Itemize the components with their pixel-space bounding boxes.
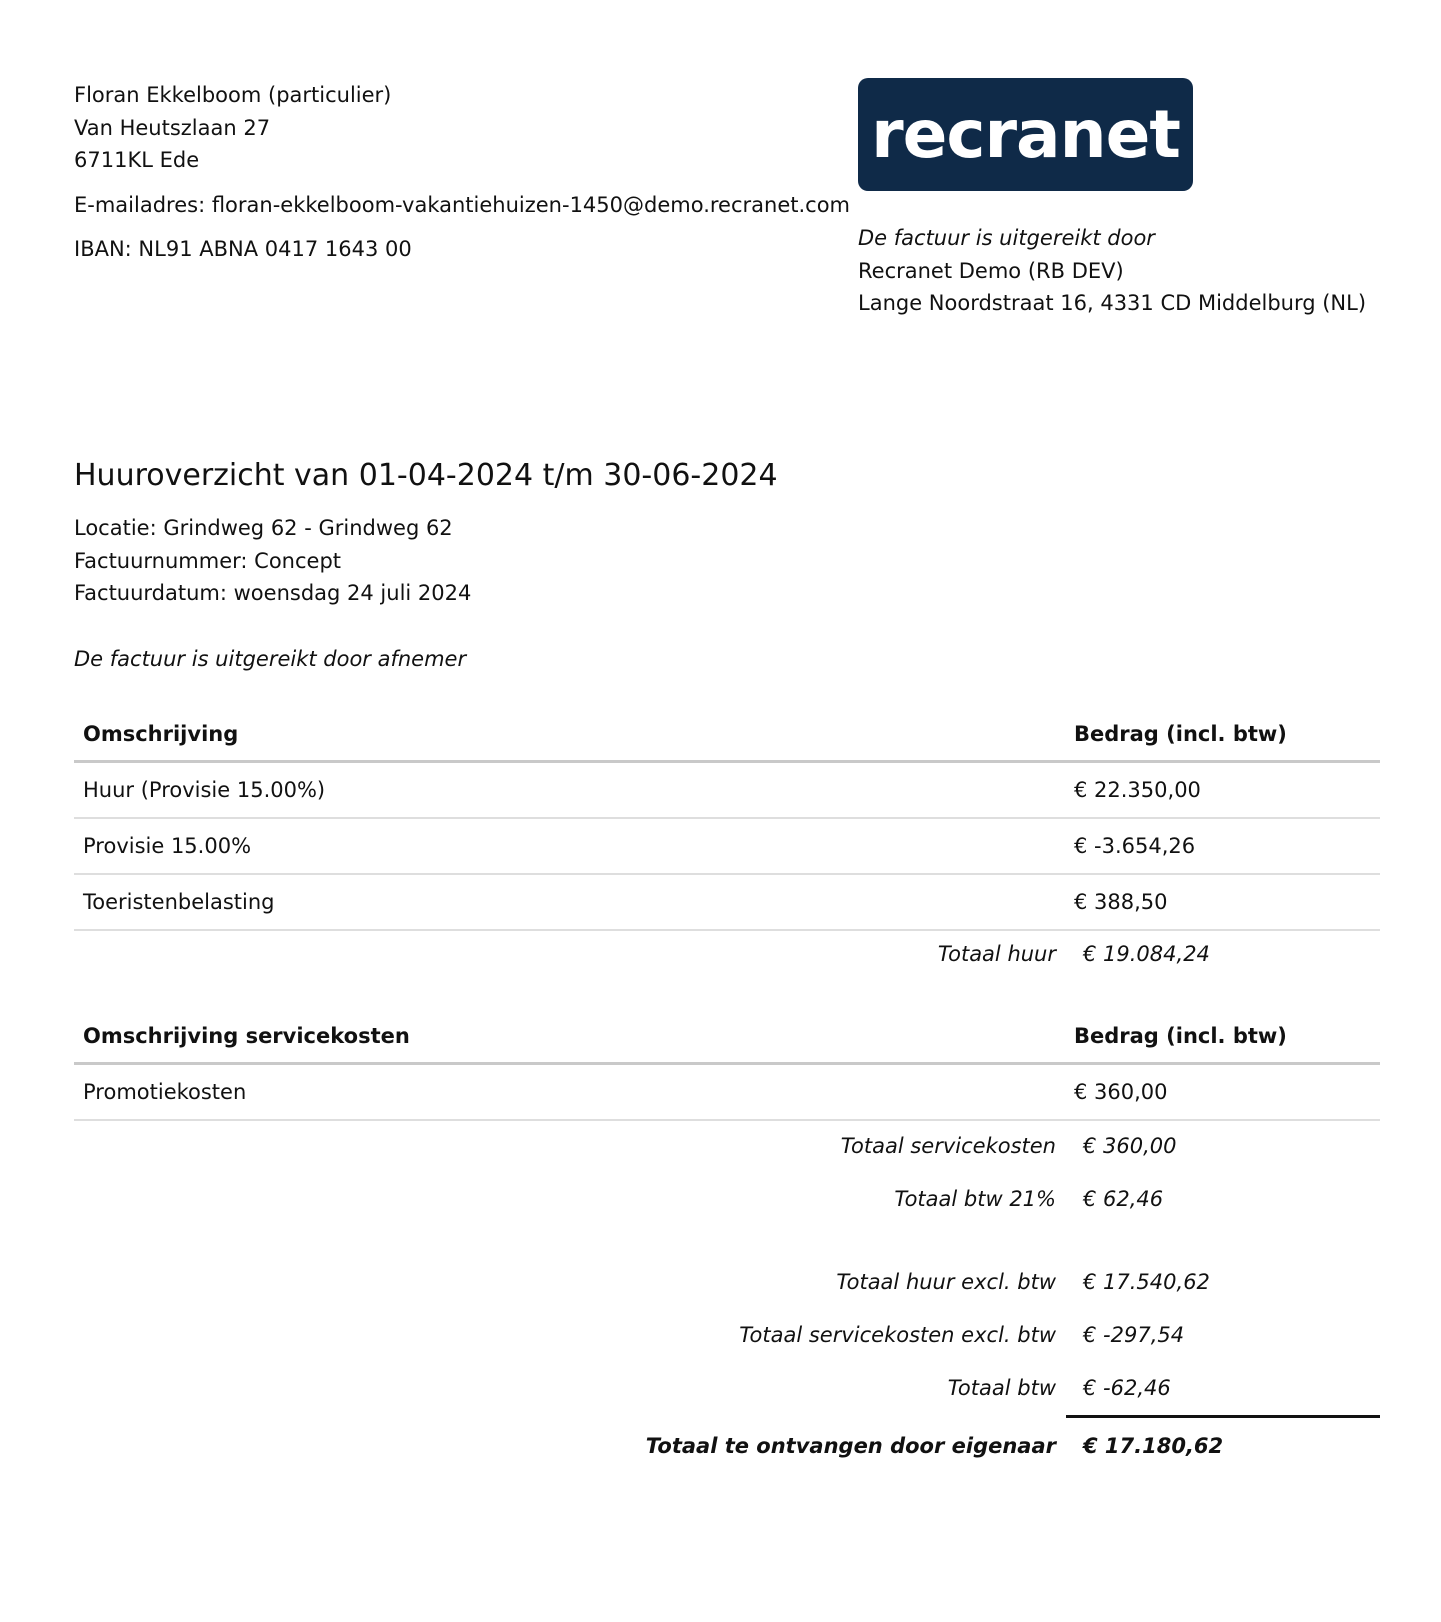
location-line: Locatie: Grindweg 62 - Grindweg 62 — [74, 516, 453, 540]
rent-table-header — [74, 708, 1380, 762]
row-description: Promotiekosten — [74, 1064, 1065, 1121]
summary-totals — [74, 1256, 1380, 1415]
service-table — [74, 1010, 1380, 1121]
total-label: Totaal btw 21% — [894, 1187, 1056, 1212]
grand-total-divider — [1066, 1415, 1380, 1418]
row-amount: € -3.654,26 — [1065, 818, 1380, 874]
issuer-block — [858, 222, 1366, 320]
sender-street: Van Heutszlaan 27 — [74, 115, 271, 140]
row-description: Huur (Provisie 15.00%) — [74, 762, 1065, 819]
total-value: € 62,46 — [1083, 1187, 1164, 1212]
row-description: Provisie 15.00% — [74, 818, 1065, 874]
sender-email: E-mailadres: floran-ekkelboom-vakantiehuizen-1450@demo.recranet.com — [74, 192, 851, 217]
rent-table — [74, 708, 1380, 931]
service-totals — [74, 1120, 1380, 1226]
total-label: Totaal servicekosten — [840, 1134, 1056, 1159]
summary-value: € 17.540,62 — [1083, 1270, 1210, 1295]
total-row — [74, 1120, 1380, 1173]
grand-total-value: € 17.180,62 — [1083, 1434, 1224, 1459]
table-row — [74, 874, 1380, 930]
grand-total-label: Totaal te ontvangen door eigenaar — [645, 1434, 1056, 1459]
total-row — [74, 1173, 1380, 1226]
invoice-meta — [74, 512, 471, 610]
table-row — [74, 1064, 1380, 1121]
summary-value: € -62,46 — [1083, 1376, 1171, 1401]
sender-iban: IBAN: NL91 ABNA 0417 1643 00 — [74, 237, 412, 262]
row-amount: € 388,50 — [1065, 874, 1380, 930]
rent-total — [74, 928, 1380, 981]
summary-value: € -297,54 — [1083, 1323, 1185, 1348]
issuer-address: Lange Noordstraat 16, 4331 CD Middelburg (NL) — [858, 291, 1367, 316]
invoice-number-line: Factuurnummer: Concept — [74, 548, 342, 573]
page-title: Huuroverzicht van 01-04-2024 t/m 30-06-2024 — [74, 458, 778, 493]
recranet-logo: recranet — [858, 78, 1193, 191]
total-label: Totaal huur — [937, 942, 1056, 967]
table-row — [74, 762, 1380, 819]
summary-label: Totaal servicekosten excl. btw — [739, 1323, 1056, 1348]
row-amount: € 22.350,00 — [1065, 762, 1380, 819]
total-value: € 360,00 — [1083, 1134, 1177, 1159]
row-description: Toeristenbelasting — [74, 874, 1065, 930]
column-header-description: Omschrijving — [74, 708, 1065, 762]
issuer-intro: De factuur is uitgereikt door — [858, 226, 1155, 250]
total-value: € 19.084,24 — [1083, 942, 1210, 967]
column-header-service-description: Omschrijving servicekosten — [74, 1010, 1065, 1064]
column-header-amount: Bedrag (incl. btw) — [1065, 708, 1380, 762]
summary-row — [74, 1256, 1380, 1309]
summary-row — [74, 1309, 1380, 1362]
total-row — [74, 928, 1380, 981]
row-amount: € 360,00 — [1065, 1064, 1380, 1121]
grand-total — [74, 1420, 1380, 1473]
summary-label: Totaal huur excl. btw — [836, 1270, 1056, 1295]
sender-postal-city: 6711KL Ede — [74, 148, 200, 173]
service-table-header — [74, 1010, 1380, 1064]
grand-total-row — [74, 1420, 1380, 1473]
invoice-date-line: Factuurdatum: woensdag 24 juli 2024 — [74, 581, 472, 606]
summary-label: Totaal btw — [947, 1376, 1056, 1401]
issuer-name: Recranet Demo (RB DEV) — [858, 258, 1124, 283]
sender-block — [74, 79, 850, 266]
column-header-service-amount: Bedrag (incl. btw) — [1065, 1010, 1380, 1064]
summary-row — [74, 1362, 1380, 1415]
table-row — [74, 818, 1380, 874]
issued-by-note: De factuur is uitgereikt door afnemer — [74, 647, 467, 671]
sender-name: Floran Ekkelboom (particulier) — [74, 83, 392, 107]
